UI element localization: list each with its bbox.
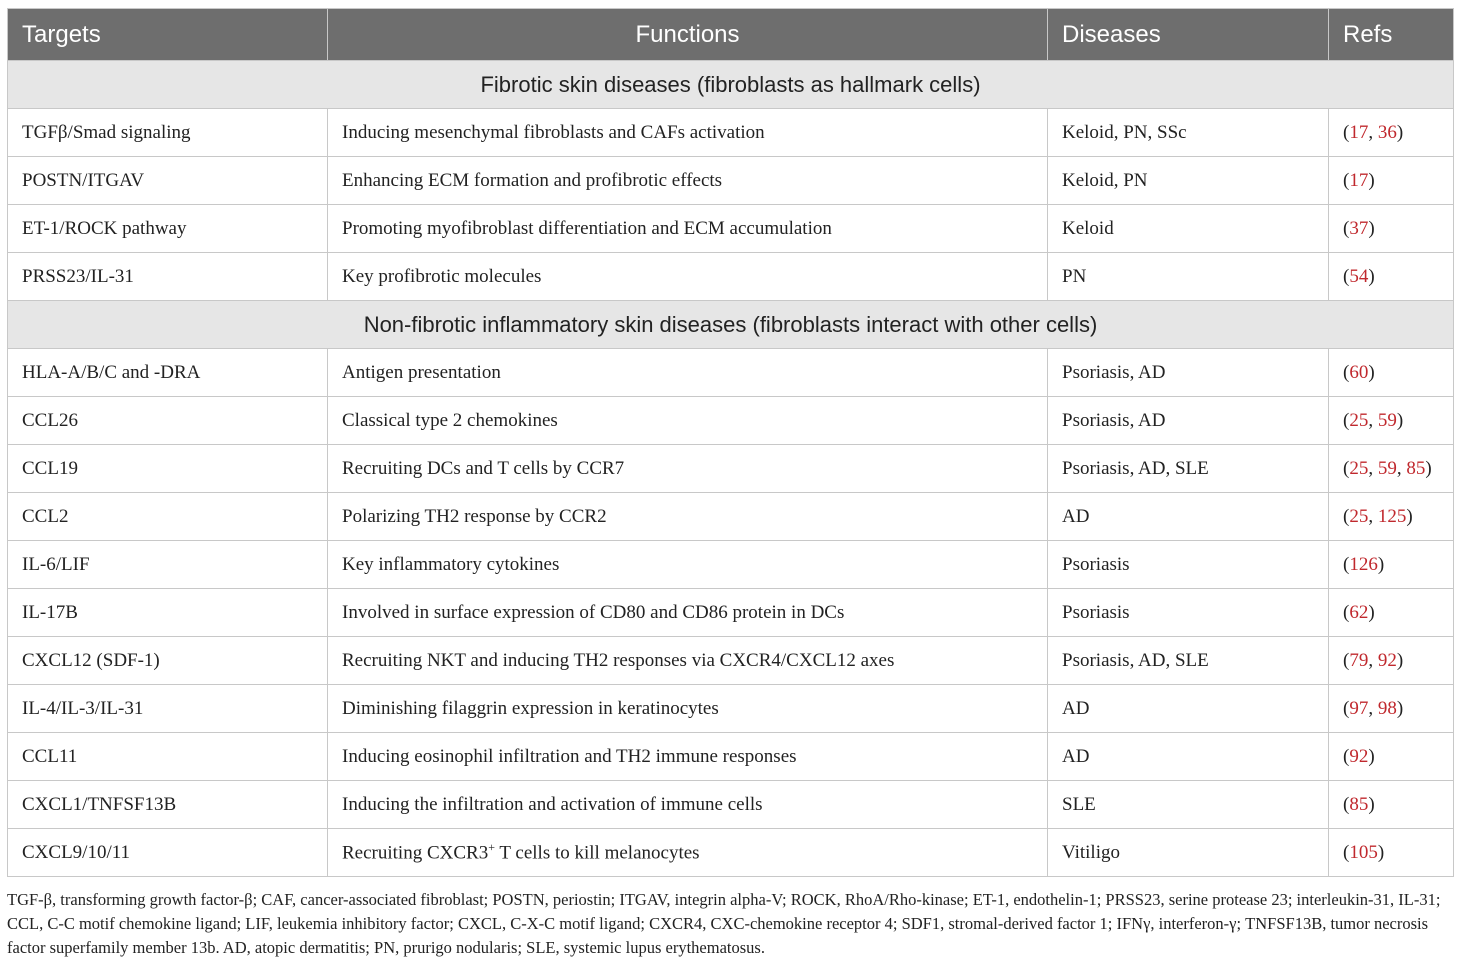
diseases-cell: Keloid, PN, SSc — [1048, 109, 1329, 157]
diseases-cell: AD — [1048, 493, 1329, 541]
table-row — [8, 157, 1454, 205]
table-row — [8, 493, 1454, 541]
ref-link[interactable]: 98 — [1377, 697, 1397, 719]
diseases-cell: Psoriasis — [1048, 589, 1329, 637]
target-cell: CCL2 — [8, 493, 328, 541]
refs-cell: (62) — [1329, 589, 1454, 637]
function-cell: Key profibrotic molecules — [328, 253, 1048, 301]
function-text-post: T cells to kill melanocytes — [494, 842, 700, 864]
diseases-cell: SLE — [1048, 781, 1329, 829]
target-cell: CCL11 — [8, 733, 328, 781]
ref-link[interactable]: 92 — [1377, 649, 1397, 671]
function-cell: Recruiting NKT and inducing TH2 responses via CXCR4/CXCL12 axes — [328, 637, 1048, 685]
function-cell — [328, 829, 1048, 877]
function-cell: Antigen presentation — [328, 349, 1048, 397]
target-cell: IL-4/IL-3/IL-31 — [8, 685, 328, 733]
table-row — [8, 205, 1454, 253]
header-refs: Refs — [1329, 9, 1454, 61]
diseases-cell: PN — [1048, 253, 1329, 301]
function-cell: Enhancing ECM formation and profibrotic effects — [328, 157, 1048, 205]
target-cell: HLA-A/B/C and -DRA — [8, 349, 328, 397]
targets-table-container — [7, 8, 1453, 877]
table-row — [8, 109, 1454, 157]
target-cell: CXCL12 (SDF-1) — [8, 637, 328, 685]
function-cell: Inducing the infiltration and activation of immune cells — [328, 781, 1048, 829]
ref-link[interactable]: 25 — [1349, 409, 1369, 431]
diseases-cell: Keloid — [1048, 205, 1329, 253]
ref-link[interactable]: 59 — [1377, 457, 1397, 479]
superscript-plus: + — [488, 840, 495, 855]
ref-link[interactable]: 92 — [1349, 745, 1369, 767]
refs-cell: (17, 36) — [1329, 109, 1454, 157]
diseases-cell: Psoriasis, AD — [1048, 349, 1329, 397]
section-title: Non-fibrotic inflammatory skin diseases (fibroblasts interact with other cells) — [8, 301, 1454, 349]
function-cell: Polarizing TH2 response by CCR2 — [328, 493, 1048, 541]
function-cell: Involved in surface expression of CD80 and CD86 protein in DCs — [328, 589, 1048, 637]
function-cell: Inducing eosinophil infiltration and TH2 immune responses — [328, 733, 1048, 781]
refs-cell: (54) — [1329, 253, 1454, 301]
refs-cell: (25, 125) — [1329, 493, 1454, 541]
ref-link[interactable]: 97 — [1349, 697, 1369, 719]
refs-cell: (97, 98) — [1329, 685, 1454, 733]
refs-cell: (60) — [1329, 349, 1454, 397]
diseases-cell: Psoriasis, AD, SLE — [1048, 637, 1329, 685]
ref-link[interactable]: 126 — [1349, 553, 1378, 575]
header-targets: Targets — [8, 9, 328, 61]
ref-link[interactable]: 125 — [1377, 505, 1407, 527]
table-row — [8, 397, 1454, 445]
section-row-non-fibrotic — [8, 301, 1454, 349]
diseases-cell: AD — [1048, 733, 1329, 781]
refs-cell: (17) — [1329, 157, 1454, 205]
ref-link[interactable]: 25 — [1349, 505, 1369, 527]
ref-link[interactable]: 60 — [1349, 361, 1369, 383]
section-title: Fibrotic skin diseases (fibroblasts as hallmark cells) — [8, 61, 1454, 109]
refs-cell: (126) — [1329, 541, 1454, 589]
refs-cell: (85) — [1329, 781, 1454, 829]
target-cell: TGFβ/Smad signaling — [8, 109, 328, 157]
table-header-row — [8, 9, 1454, 61]
target-cell: CXCL9/10/11 — [8, 829, 328, 877]
ref-link[interactable]: 105 — [1349, 841, 1378, 863]
table-row — [8, 637, 1454, 685]
header-diseases: Diseases — [1048, 9, 1329, 61]
ref-link[interactable]: 85 — [1349, 793, 1369, 815]
diseases-cell: Psoriasis, AD — [1048, 397, 1329, 445]
target-cell: ET-1/ROCK pathway — [8, 205, 328, 253]
diseases-cell: Psoriasis — [1048, 541, 1329, 589]
targets-table — [7, 8, 1454, 877]
table-row — [8, 685, 1454, 733]
refs-cell: (92) — [1329, 733, 1454, 781]
table-row — [8, 349, 1454, 397]
section-row-fibrotic — [8, 61, 1454, 109]
target-cell: POSTN/ITGAV — [8, 157, 328, 205]
refs-cell: (37) — [1329, 205, 1454, 253]
table-row — [8, 541, 1454, 589]
target-cell: CCL19 — [8, 445, 328, 493]
function-cell: Recruiting DCs and T cells by CCR7 — [328, 445, 1048, 493]
refs-cell: (105) — [1329, 829, 1454, 877]
table-row — [8, 733, 1454, 781]
ref-link[interactable]: 62 — [1349, 601, 1369, 623]
target-cell: IL-17B — [8, 589, 328, 637]
target-cell: CCL26 — [8, 397, 328, 445]
refs-cell: (25, 59, 85) — [1329, 445, 1454, 493]
ref-link[interactable]: 85 — [1406, 457, 1426, 479]
function-cell: Diminishing filaggrin expression in keratinocytes — [328, 685, 1048, 733]
target-cell: CXCL1/TNFSF13B — [8, 781, 328, 829]
ref-link[interactable]: 37 — [1349, 217, 1369, 239]
function-cell: Promoting myofibroblast differentiation and ECM accumulation — [328, 205, 1048, 253]
ref-link[interactable]: 25 — [1349, 457, 1369, 479]
diseases-cell: Psoriasis, AD, SLE — [1048, 445, 1329, 493]
ref-link[interactable]: 59 — [1377, 409, 1397, 431]
target-cell: IL-6/LIF — [8, 541, 328, 589]
ref-link[interactable]: 36 — [1377, 121, 1397, 143]
refs-cell: (79, 92) — [1329, 637, 1454, 685]
header-functions: Functions — [328, 9, 1048, 61]
function-cell: Inducing mesenchymal fibroblasts and CAFs activation — [328, 109, 1048, 157]
table-row — [8, 253, 1454, 301]
ref-link[interactable]: 17 — [1349, 169, 1369, 191]
function-cell: Classical type 2 chemokines — [328, 397, 1048, 445]
ref-link[interactable]: 17 — [1349, 121, 1369, 143]
ref-link[interactable]: 54 — [1349, 265, 1369, 287]
table-footnote: TGF-β, transforming growth factor-β; CAF, cancer-associated fibroblast; POSTN, periostin; ITGAV, integrin alpha-V; ROCK, RhoA/Rho-kinase; ET-1, endothelin-1; PRSS23, serine protease 23; interleukin-31, IL-31; CCL, C-C motif chemokine ligand; LIF, leukemia inhibitory factor; CXCL, C-X-C motif ligand; CXCR4, CXC-chemokine receptor 4; SDF1, stromal-derived factor 1; IFNγ, interferon-γ; TNFSF13B, tumor necrosis factor superfamily member 13b. AD, atopic dermatitis; PN, prurigo nodularis; SLE, systemic lupus erythematosus. — [7, 890, 1441, 957]
function-cell: Key inflammatory cytokines — [328, 541, 1048, 589]
table-row — [8, 781, 1454, 829]
table-row — [8, 829, 1454, 877]
table-row — [8, 445, 1454, 493]
diseases-cell: AD — [1048, 685, 1329, 733]
ref-link[interactable]: 79 — [1349, 649, 1369, 671]
target-cell: PRSS23/IL-31 — [8, 253, 328, 301]
diseases-cell: Keloid, PN — [1048, 157, 1329, 205]
function-text-pre: Recruiting CXCR3 — [342, 842, 489, 864]
diseases-cell: Vitiligo — [1048, 829, 1329, 877]
table-row — [8, 589, 1454, 637]
refs-cell: (25, 59) — [1329, 397, 1454, 445]
